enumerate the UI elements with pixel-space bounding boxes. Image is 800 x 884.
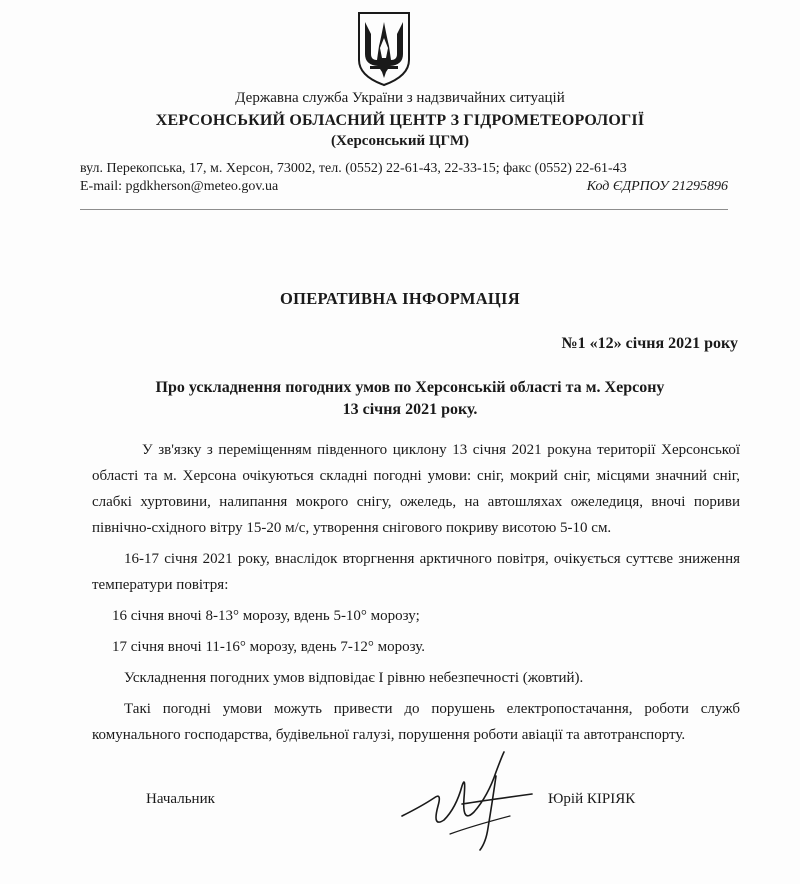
address-row [80, 160, 728, 178]
signer-title: Начальник [146, 791, 215, 807]
edrpou-code: Код ЄДРПОУ 21295896 [586, 179, 728, 195]
temperature-item-17: 17 січня вночі 11-16° морозу, вдень 7-12° морозу. [112, 639, 425, 655]
document-body [92, 437, 740, 753]
temperature-item-16: 16 січня вночі 8-13° морозу, вдень 5-10° морозу; [112, 608, 420, 624]
paragraph-forecast: У зв'язку з переміщенням південного циклону 13 січня 2021 рокуна території Херсонської області та м. Херсона очікуються складні погодні умови: сніг, мокрий сніг, місцями значний сніг, слабкі хуртовини, налипання мокрого снігу, ожеледь, на автошляхах ожеледиця, вночі пориви північно-східного вітру 15-20 м/с, утворення снігового покриву висотою 5-10 см. [92, 442, 740, 536]
document-title: ОПЕРАТИВНА ІНФОРМАЦІЯ [279, 289, 520, 308]
document-number: №1 «12» січня 2021 року [561, 335, 738, 352]
center-name: ХЕРСОНСЬКИЙ ОБЛАСНИЙ ЦЕНТР З ГІДРОМЕТЕОРОЛОГІЇ [155, 112, 645, 129]
address-text: вул. Перекопська, 17, м. Херсон, 73002, тел. (0552) 22-61-43, 22-33-15; факс (0552) 22-61-43 [80, 161, 627, 176]
subject-line-1: Про ускладнення погодних умов по Херсонській області та м. Херсону [155, 379, 665, 396]
trident-emblem-icon [356, 10, 412, 88]
paragraph-temperature: 16-17 січня 2021 року, внаслідок вторгнення арктичного повітря, очікується суттєве зниження температури повітря: [92, 551, 740, 593]
header-divider [80, 209, 728, 210]
signer-name: Юрій КІРІЯК [548, 791, 636, 807]
paragraph-consequences: Такі погодні умови можуть привести до порушень електропостачання, роботи служб комунального господарства, будівельної галузі, порушення роботи авіації та автотранспорту. [92, 701, 740, 743]
contacts-block [80, 160, 728, 196]
center-short-name: (Херсонський ЦГМ) [330, 133, 470, 149]
document-subject [60, 377, 760, 420]
email-text: E-mail: pgdkherson@meteo.gov.ua [80, 179, 279, 195]
handwritten-signature [392, 746, 542, 858]
agency-name: Державна служба України з надзвичайних ситуацій [235, 90, 565, 106]
subject-line-2: 13 січня 2021 року. [342, 400, 478, 418]
paragraph-danger-level: Ускладнення погодних умов відповідає І рівню небезпечності (жовтий). [124, 670, 584, 686]
email-row [80, 178, 728, 196]
